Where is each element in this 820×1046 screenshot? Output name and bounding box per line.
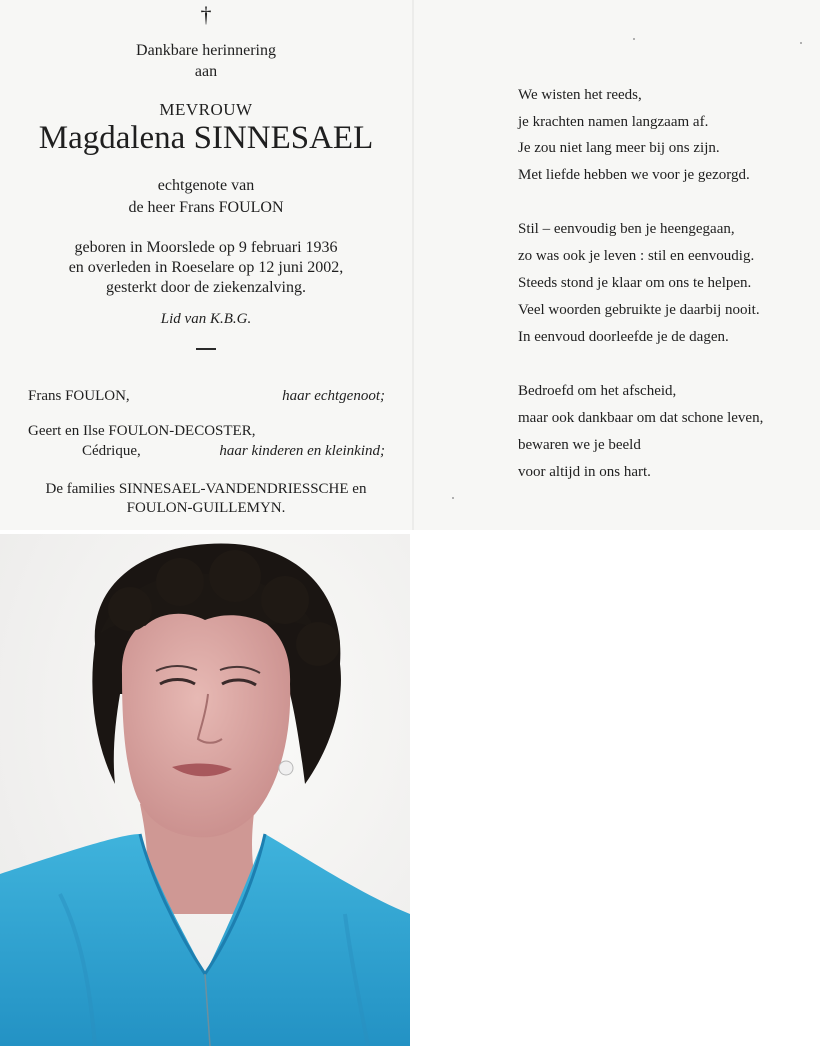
family-row-spouse [28,388,130,405]
poem-line: Veel woorden gebruikte je daarbij nooit. [518,302,760,318]
scan-speck [633,38,635,40]
poem-line: Je zou niet lang meer bij ons zijn. [518,140,720,156]
family-name-spouse: Frans FOULON, [28,388,130,404]
scan-speck [800,42,802,44]
poem-line: Bedroefd om het afscheid, [518,383,677,399]
poem-line: Steeds stond je klaar om ons te helpen. [518,275,752,291]
intro-aan: aan [194,63,218,80]
poem-line: Met liefde hebben we voor je gezorgd. [518,167,750,183]
scan-speck [452,497,454,499]
intro-line: Dankbare herinnering [136,42,276,59]
card-fold [412,0,414,530]
poem-line: Stil – eenvoudig ben je heengegaan, [518,221,735,237]
poem-line: je krachten namen langzaam af. [518,114,709,130]
families-line-2: FOULON-GUILLEMYN. [126,500,286,516]
poem-line: In eenvoud doorleefde je de dagen. [518,329,729,345]
birth-line: geboren in Moorslede op 9 februari 1936 [74,239,338,256]
membership: Lid van K.B.G. [160,311,252,327]
portrait-illustration [0,534,410,1046]
divider [196,348,216,350]
families-line-1: De families SINNESAEL-VANDENDRIESSCHE en [45,481,367,497]
family-name-children: Geert en Ilse FOULON-DECOSTER, [28,423,256,439]
poem-line: zo was ook je leven : stil en eenvoudig. [518,248,755,264]
deceased-name: Magdalena SINNESAEL [38,120,374,156]
title-prefix: MEVROUW [159,100,253,119]
portrait-photo [0,534,410,1046]
cross-icon: † [200,2,212,27]
family-name-grandchild: Cédrique, [82,443,141,459]
spouse-line-2: de heer Frans FOULON [128,199,284,216]
family-relation-children: haar kinderen en kleinkind; [219,443,385,459]
poem-line: bewaren we je beeld [518,437,641,453]
death-line: en overleden in Roeselare op 12 juni 2002, [68,259,344,276]
family-relation-spouse: haar echtgenoot; [282,388,385,404]
poem-line: voor altijd in ons hart. [518,464,651,480]
sacrament-line: gesterkt door de ziekenzalving. [106,279,306,296]
poem-line: maar ook dankbaar om dat schone leven, [518,410,764,426]
poem-line: We wisten het reeds, [518,87,642,103]
spouse-line-1: echtgenote van [157,177,255,194]
